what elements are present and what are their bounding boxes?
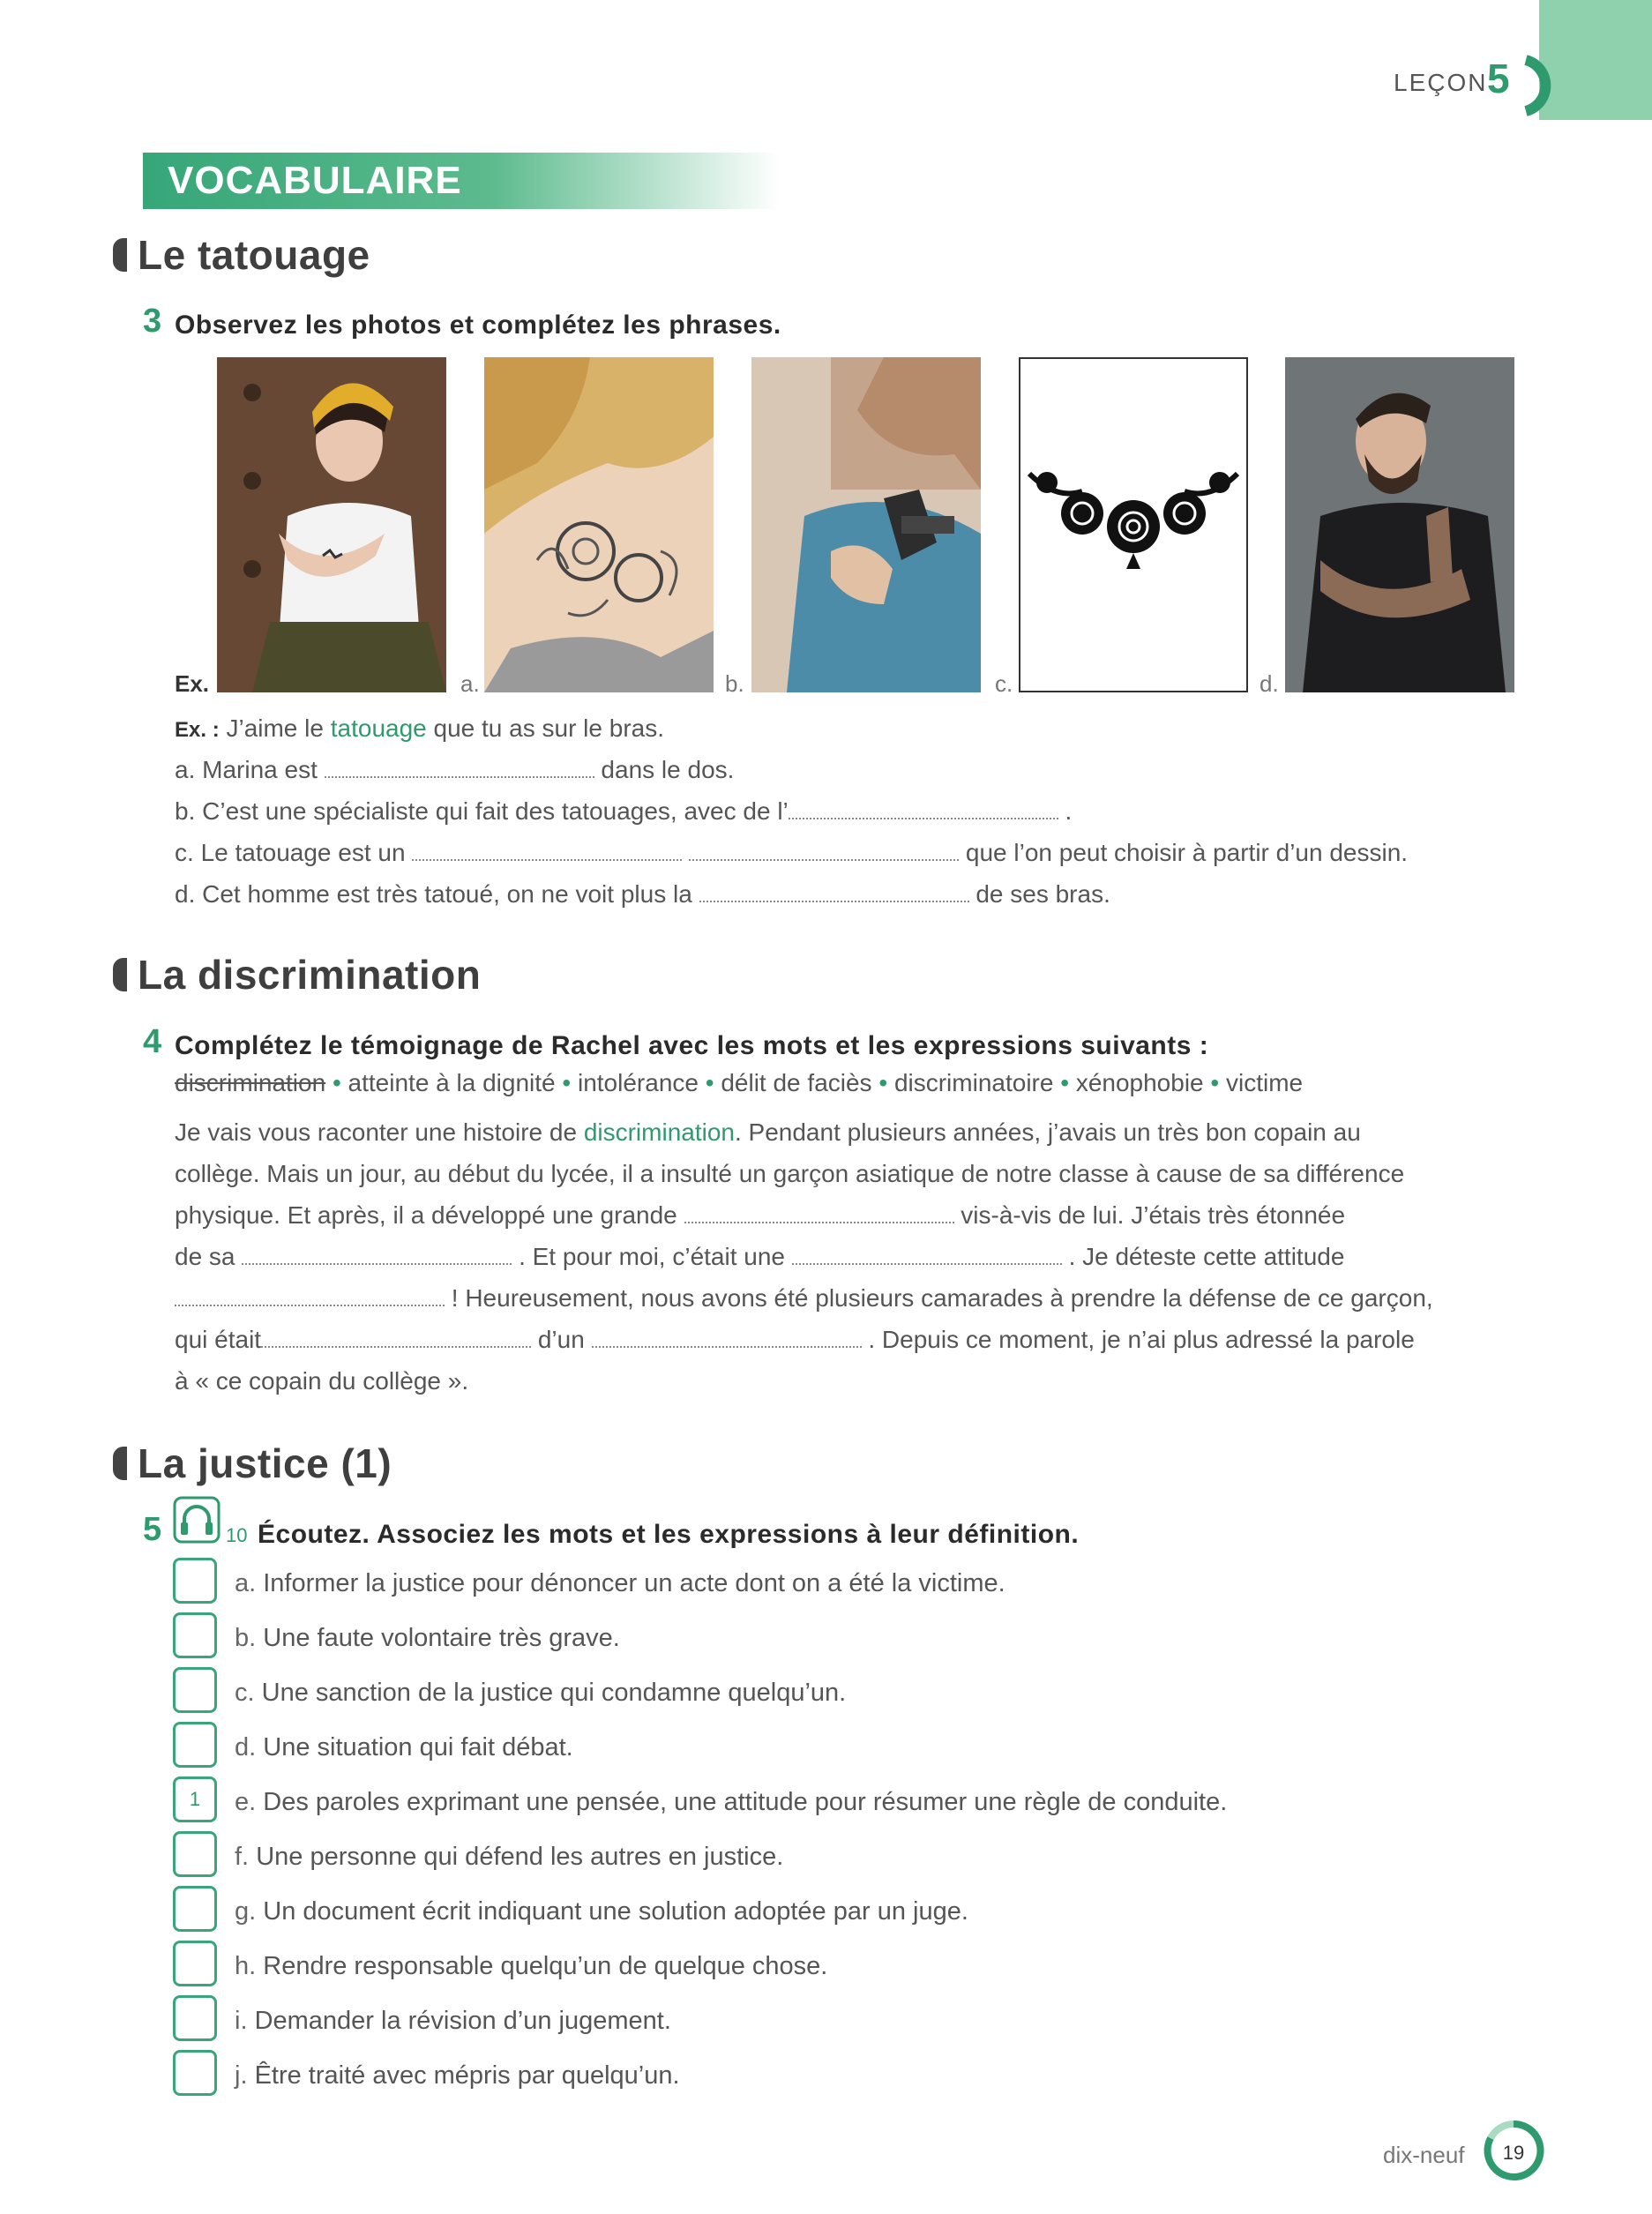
photo-tattoo-artist [751, 357, 981, 692]
text-line-7: à « ce copain du collège ». [175, 1367, 469, 1395]
exercise-number: 3 [143, 303, 162, 340]
headphones-icon[interactable] [173, 1496, 221, 1544]
photo-tattooed-man [1285, 357, 1514, 692]
text-line-6: qui était d’un . Depuis ce moment, je n’ai plus adressé la parole [175, 1326, 1415, 1353]
example-sentence: Ex. : J’aime le tatouage que tu as sur le bras. [175, 714, 664, 742]
section-marker-icon [113, 1447, 127, 1480]
sentence-a: a. Marina est dans le dos. [175, 756, 735, 783]
answer-blank[interactable] [792, 1244, 1062, 1265]
section-heading-tatouage [113, 231, 370, 279]
answer-blank[interactable] [689, 840, 959, 861]
answer-box[interactable]: 1 [173, 1776, 217, 1822]
definition-d: d. Une situation qui fait débat. [235, 1733, 573, 1761]
exercise-number: 5 [143, 1511, 162, 1548]
answer-box[interactable] [173, 1995, 217, 2041]
definition-i: i. Demander la révision d’un jugement. [235, 2007, 671, 2035]
photo-label-d: d. [1260, 670, 1279, 697]
answer-blank[interactable] [412, 840, 682, 861]
answer-blank[interactable] [789, 798, 1058, 819]
answer-box[interactable] [173, 1667, 217, 1713]
photo-woman-arm-tattoo [217, 357, 446, 692]
photo-label-a: a. [460, 670, 480, 697]
definition-f: f. Une personne qui défend les autres en justice. [235, 1843, 784, 1871]
photo-label-ex: Ex. [175, 670, 210, 697]
text-line-2: collège. Mais un jour, au début du lycée, il a insulté un garçon asiatique de notre classe à cause de sa différence [175, 1160, 1405, 1187]
definition-h: h. Rendre responsable quelqu’un de quelque chose. [235, 1952, 828, 1980]
lesson-arc-icon [1514, 53, 1566, 118]
exercise-instruction: Complétez le témoignage de Rachel avec les mots et les expressions suivants : [175, 1031, 1209, 1060]
section-heading-justice [113, 1440, 392, 1487]
sentence-d: d. Cet homme est très tatoué, on ne voit plus la de ses bras. [175, 880, 1110, 908]
word-bank: discrimination • atteinte à la dignité • intolérance • délit de faciès • discriminatoire • xénophobie • victime [175, 1069, 1304, 1096]
section-marker-icon [113, 958, 127, 991]
text-line-1: Je vais vous raconter une histoire de discrimination. Pendant plusieurs années, j’avais un très bon copain au [175, 1118, 1361, 1146]
example-answer: tatouage [330, 714, 427, 742]
answer-box[interactable] [173, 1941, 217, 1986]
exercise-instruction: Écoutez. Associez les mots et les expressions à leur définition. [258, 1520, 1080, 1549]
section-heading-discrimination [113, 951, 481, 999]
section-title: La justice (1) [138, 1440, 392, 1486]
text-line-3: physique. Et après, il a développé une grande vis-à-vis de lui. J’étais très étonnée [175, 1201, 1346, 1229]
sentence-b: b. C’est une spécialiste qui fait des tatouages, avec de l’ . [175, 797, 1073, 825]
answer-box[interactable] [173, 1558, 217, 1604]
photo-back-tattoo [484, 357, 714, 692]
section-title: Le tatouage [138, 232, 370, 278]
photo-label-c: c. [995, 670, 1013, 697]
exercise-instruction: Observez les photos et complétez les phrases. [175, 310, 781, 340]
answer-blank[interactable] [325, 757, 594, 778]
photo-label-b: b. [725, 670, 744, 697]
definition-a: a. Informer la justice pour dénoncer un acte dont on a été la victime. [235, 1569, 1005, 1597]
definition-j: j. Être traité avec mépris par quelqu’un. [235, 2061, 680, 2090]
answer-blank[interactable] [242, 1244, 512, 1265]
page-word: dix-neuf [1383, 2142, 1465, 2168]
definition-e: e. Des paroles exprimant une pensée, une attitude pour résumer une règle de conduite. [235, 1788, 1228, 1816]
section-marker-icon [113, 238, 127, 272]
answer-blank[interactable] [592, 1327, 862, 1348]
definition-c: c. Une sanction de la justice qui condamne quelqu’un. [235, 1679, 847, 1707]
definition-g: g. Un document écrit indiquant une solution adoptée par un juge. [235, 1897, 968, 1926]
answer-blank[interactable] [684, 1202, 954, 1223]
exercise-number: 4 [143, 1023, 162, 1060]
answer-blank[interactable] [261, 1327, 531, 1348]
text-line-5: ! Heureusement, nous avons été plusieurs camarades à prendre la défense de ce garçon, [175, 1284, 1433, 1313]
answer-blank[interactable] [175, 1285, 445, 1306]
track-number: 10 [226, 1524, 248, 1546]
vocabulary-title: VOCABULAIRE [168, 159, 462, 202]
lecon-label: LEÇON [1394, 69, 1488, 96]
answer-box[interactable] [173, 1612, 217, 1658]
answer-box[interactable] [173, 1722, 217, 1768]
sentence-c: c. Le tatouage est un que l’on peut choisir à partir d’un dessin. [175, 839, 1409, 866]
answer-blank[interactable] [699, 881, 969, 902]
definition-b: b. Une faute volontaire très grave. [235, 1624, 620, 1652]
text-line-4: de sa . Et pour moi, c’était une . Je déteste cette attitude [175, 1243, 1345, 1270]
photo-rose-drawing [1019, 357, 1248, 692]
section-title: La discrimination [138, 952, 482, 998]
answer-box[interactable] [173, 1831, 217, 1877]
page-number: 19 [1502, 2142, 1525, 2164]
lecon-number: 5 [1487, 56, 1510, 101]
answer-box[interactable] [173, 1886, 217, 1932]
answer-box[interactable] [173, 2050, 217, 2096]
